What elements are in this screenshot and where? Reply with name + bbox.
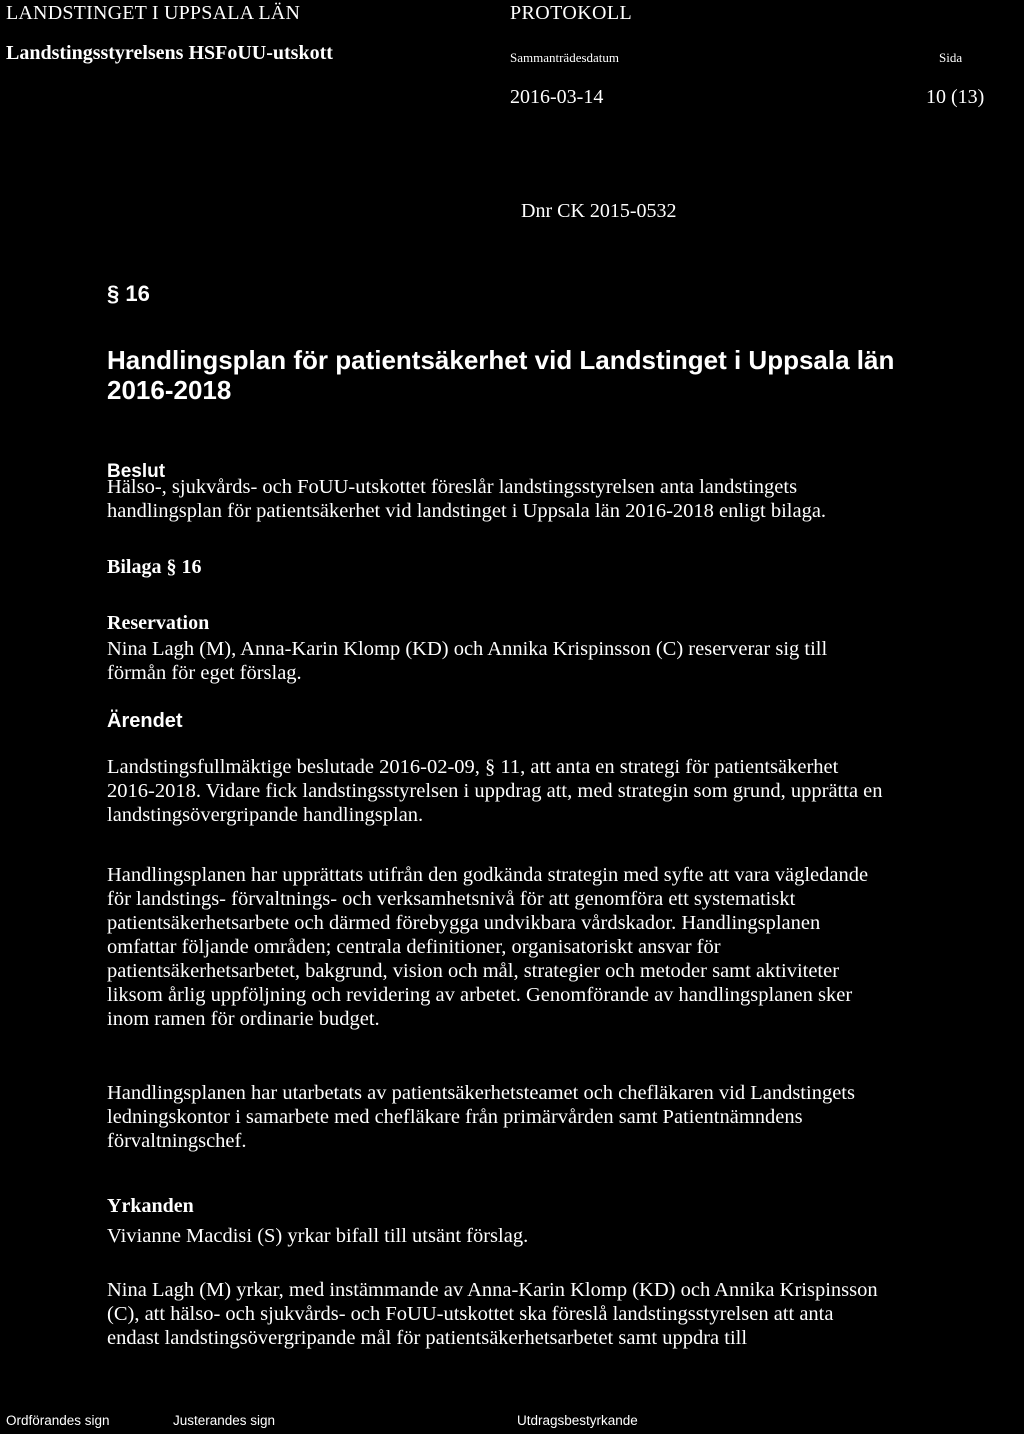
arendet-paragraph-3 xyxy=(107,1081,855,1153)
title-line: 2016-2018 xyxy=(107,375,232,405)
extract-certification-label: Utdragsbestyrkande xyxy=(517,1413,638,1428)
text-line: 2016-2018. Vidare fick landstingsstyrelsen i uppdrag att, med strategin som grund, upprätta en xyxy=(107,780,883,802)
arendet-heading: Ärendet xyxy=(107,710,183,732)
yrkanden-paragraph-1 xyxy=(107,1224,528,1248)
document-type: PROTOKOLL xyxy=(510,2,633,24)
yrkanden-heading: Yrkanden xyxy=(107,1195,194,1217)
meeting-date-label: Sammanträdesdatum xyxy=(510,50,620,65)
text-line: för landstings- förvaltnings- och verksamhetsnivå för att genomföra ett systematiskt xyxy=(107,888,796,910)
section-number: § 16 xyxy=(107,281,150,306)
page-title xyxy=(107,345,894,405)
organization-name: LANDSTINGET I UPPSALA LÄN xyxy=(6,2,301,24)
text-line: endast landstingsövergripande mål för patientsäkerhetsarbetet samt uppdra till xyxy=(107,1327,748,1349)
title-line: Handlingsplan för patientsäkerhet vid Landstinget i Uppsala län xyxy=(107,345,895,375)
text-line: liksom årlig uppföljning och revidering av arbetet. Genomförande av handlingsplanen sker xyxy=(107,984,853,1006)
text-line: omfattar följande områden; centrala definitioner, organisatoriskt ansvar för xyxy=(107,936,721,958)
text-line: inom ramen för ordinarie budget. xyxy=(107,1008,380,1030)
reservation-heading: Reservation xyxy=(107,612,210,634)
text-line: (C), att hälso- och sjukvårds- och FoUU-utskottet ska föreslå landstingsstyrelsen att anta xyxy=(107,1303,834,1325)
text-line: förvaltningschef. xyxy=(107,1130,247,1152)
arendet-paragraph-2 xyxy=(107,863,868,1031)
page-number: 10 (13) xyxy=(926,86,985,108)
text-line: Landstingsfullmäktige beslutade 2016-02-09, § 11, att anta en strategi för patientsäkerhet xyxy=(107,756,839,778)
beslut-text xyxy=(107,475,826,523)
reservation-text xyxy=(107,637,827,685)
arendet-paragraph-1 xyxy=(107,755,883,827)
text-line: förmån för eget förslag. xyxy=(107,662,302,684)
text-line: Nina Lagh (M), Anna-Karin Klomp (KD) och Annika Krispinsson (C) reserverar sig till xyxy=(107,638,828,660)
committee-name: Landstingsstyrelsens HSFoUU-utskott xyxy=(6,42,333,64)
meeting-date: 2016-03-14 xyxy=(510,86,604,108)
text-line: Vivianne Macdisi (S) yrkar bifall till utsänt förslag. xyxy=(107,1225,529,1247)
text-line: handlingsplan för patientsäkerhet vid landstinget i Uppsala län 2016-2018 enligt bilaga. xyxy=(107,500,827,522)
text-line: Handlingsplanen har utarbetats av patientsäkerhetsteamet och chefläkaren vid Landstingets xyxy=(107,1082,855,1104)
attachment-reference: Bilaga § 16 xyxy=(107,556,202,578)
case-number: Dnr CK 2015-0532 xyxy=(521,200,677,222)
text-line: landstingsövergripande handlingsplan. xyxy=(107,804,424,826)
text-line: patientsäkerhetsarbete och därmed förebygga undvikbara vårdskador. Handlingsplanen xyxy=(107,912,821,934)
text-line: Nina Lagh (M) yrkar, med instämmande av Anna-Karin Klomp (KD) och Annika Krispinsson xyxy=(107,1279,878,1301)
adjuster-signature-label: Justerandes sign xyxy=(173,1413,276,1428)
yrkanden-paragraph-2 xyxy=(107,1278,878,1350)
text-line: Handlingsplanen har upprättats utifrån den godkända strategin med syfte att vara vägledande xyxy=(107,864,869,886)
text-line: patientsäkerhetsarbetet, bakgrund, vision och mål, strategier och metoder samt aktiviteter xyxy=(107,960,840,982)
beslut-heading: Beslut xyxy=(107,461,166,482)
chair-signature-label: Ordförandes sign xyxy=(6,1413,110,1428)
page-label: Sida xyxy=(939,50,963,65)
text-line: ledningskontor i samarbete med chefläkare från primärvården samt Patientnämndens xyxy=(107,1106,803,1128)
text-line: Hälso-, sjukvårds- och FoUU-utskottet föreslår landstingsstyrelsen anta landstingets xyxy=(107,476,798,498)
